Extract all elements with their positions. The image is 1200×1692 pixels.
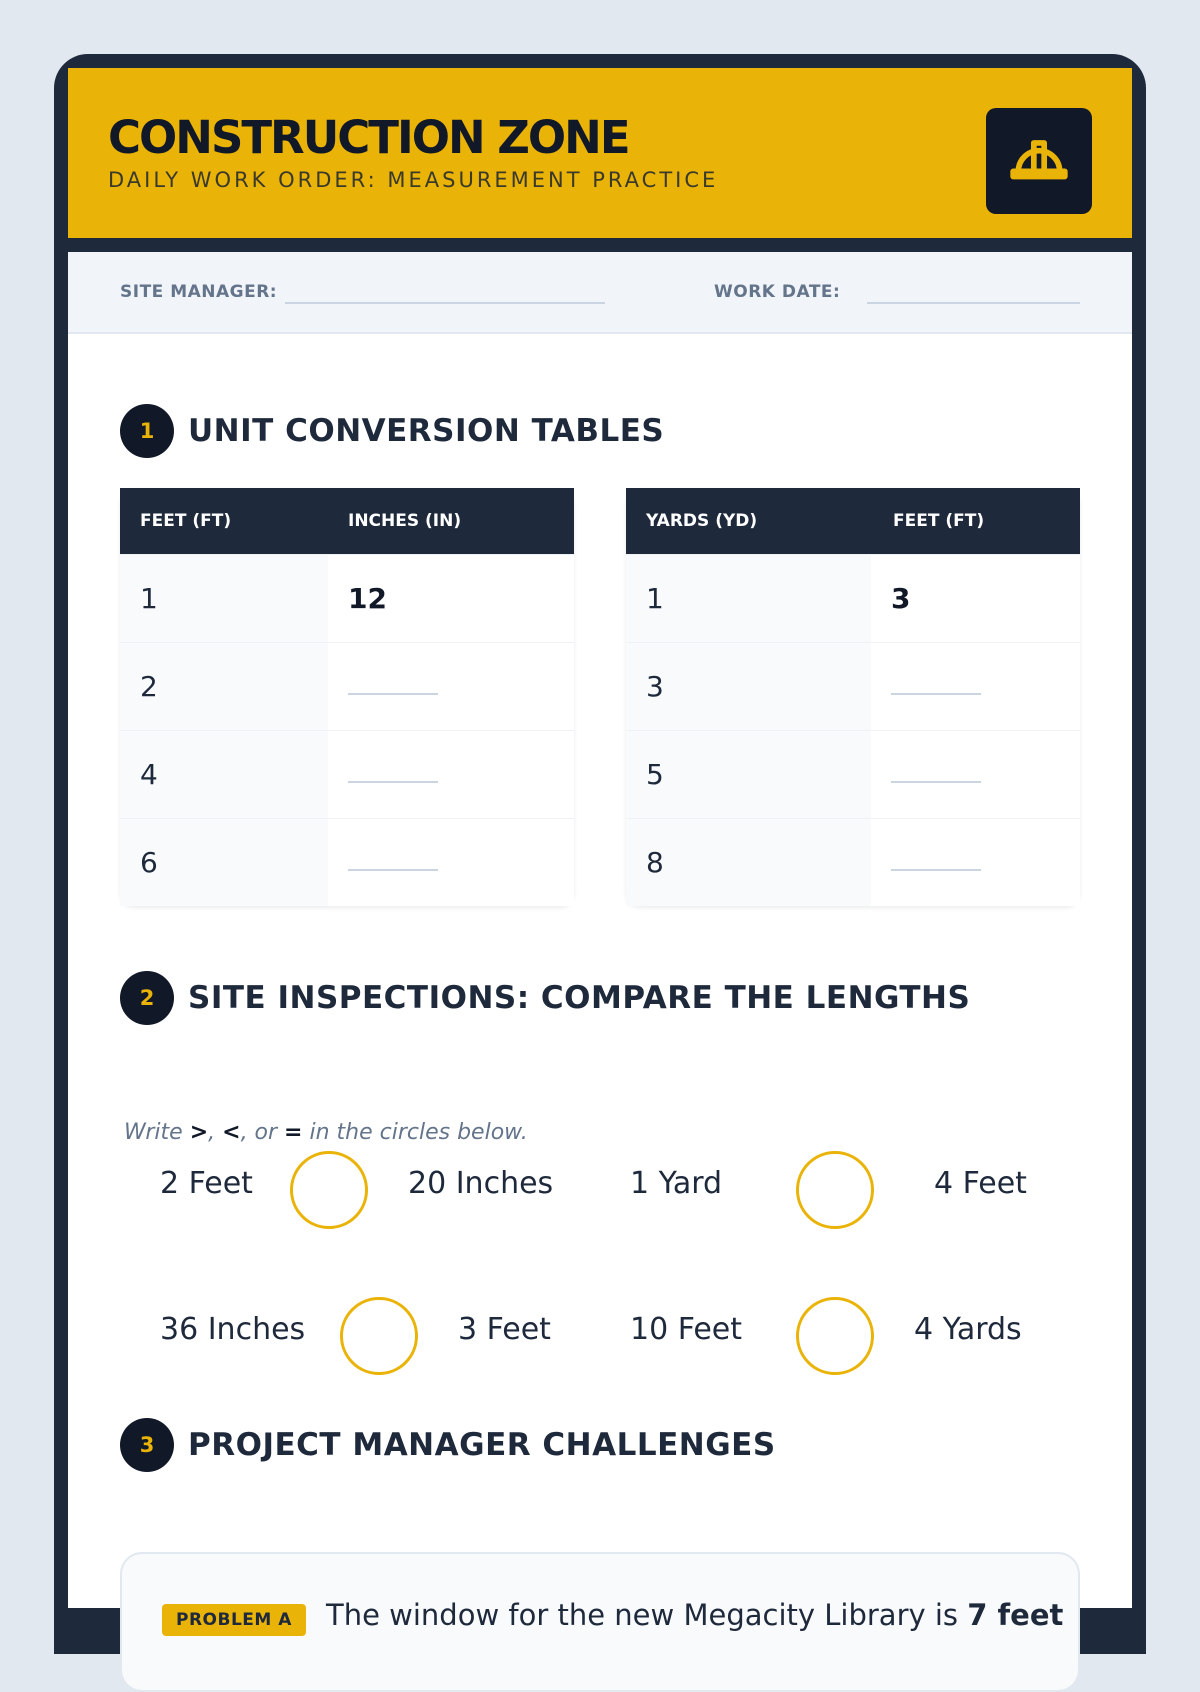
comparison-circle[interactable] [340, 1297, 418, 1375]
hard-hat-icon [1008, 130, 1070, 192]
table-cell: 5 [626, 731, 871, 818]
comparison-circle[interactable] [796, 1297, 874, 1375]
column-header: FEET (FT) [893, 511, 985, 531]
table-cell: 6 [120, 819, 328, 906]
table-row [626, 554, 1080, 642]
answer-cell[interactable] [871, 731, 1080, 818]
site-manager-label: SITE MANAGER: [120, 282, 278, 302]
feet-inches-table [120, 488, 574, 906]
comparison-right: 3 Feet [458, 1312, 551, 1347]
table-cell: 1 [626, 555, 871, 642]
section-title: PROJECT MANAGER CHALLENGES [188, 1427, 776, 1463]
instruction-separator: , [208, 1120, 223, 1145]
comparison-right: 4 Yards [914, 1312, 1022, 1347]
section-1-heading [120, 404, 664, 458]
instructions [124, 1120, 528, 1145]
answer-blank[interactable] [348, 781, 438, 783]
site-manager-field[interactable] [285, 302, 605, 304]
table-row [120, 818, 574, 906]
table-row [120, 730, 574, 818]
section-number-badge: 2 [120, 971, 174, 1025]
comparison-left: 2 Feet [160, 1166, 253, 1201]
problem-text-highlight: 7 feet [967, 1598, 1064, 1632]
comparison-circle[interactable] [290, 1151, 368, 1229]
answer-cell[interactable] [328, 819, 574, 906]
answer-blank[interactable] [348, 869, 438, 871]
yards-feet-table [626, 488, 1080, 906]
answer-blank[interactable] [891, 869, 981, 871]
work-date-field[interactable] [867, 302, 1080, 304]
instruction-text: Write [124, 1120, 190, 1145]
table-row [626, 730, 1080, 818]
section-3-heading [120, 1418, 776, 1472]
meta-bar [68, 252, 1132, 334]
answer-cell: 12 [328, 555, 574, 642]
section-title: SITE INSPECTIONS: COMPARE THE LENGTHS [188, 980, 971, 1016]
comparison-left: 1 Yard [630, 1166, 723, 1201]
answer-blank[interactable] [348, 693, 438, 695]
table-row [626, 818, 1080, 906]
header-banner [68, 68, 1132, 252]
column-header: INCHES (IN) [348, 511, 462, 531]
table-cell: 4 [120, 731, 328, 818]
section-number-badge: 3 [120, 1418, 174, 1472]
answer-cell[interactable] [328, 731, 574, 818]
table-header [120, 488, 574, 554]
answer-cell[interactable] [871, 819, 1080, 906]
table-row [626, 642, 1080, 730]
instruction-text: in the circles below. [302, 1120, 528, 1145]
column-header: FEET (FT) [140, 511, 232, 531]
worksheet-frame [54, 54, 1146, 1654]
table-cell: 2 [120, 643, 328, 730]
column-header: YARDS (YD) [646, 511, 758, 531]
section-2-heading [120, 971, 970, 1025]
worksheet-page [68, 68, 1132, 1632]
answer-blank[interactable] [891, 693, 981, 695]
problem-card [120, 1552, 1080, 1692]
less-than-symbol: < [222, 1120, 241, 1145]
answer-cell: 3 [871, 555, 1080, 642]
equals-symbol: = [284, 1120, 303, 1145]
section-number-badge: 1 [120, 404, 174, 458]
comparison-right: 20 Inches [408, 1166, 554, 1201]
greater-than-symbol: > [189, 1120, 209, 1145]
hard-hat-badge [986, 108, 1092, 214]
comparison-circle[interactable] [796, 1151, 874, 1229]
answer-cell[interactable] [328, 643, 574, 730]
work-date-label: WORK DATE: [714, 282, 841, 302]
answer-blank[interactable] [891, 781, 981, 783]
instruction-separator: , or [240, 1120, 285, 1145]
page-subtitle: DAILY WORK ORDER: MEASUREMENT PRACTICE [108, 168, 719, 192]
table-row [120, 554, 574, 642]
table-header [626, 488, 1080, 554]
problem-text-body: The window for the new Megacity Library is [326, 1598, 968, 1632]
problem-tag: PROBLEM A [162, 1604, 306, 1636]
comparison-left: 10 Feet [630, 1312, 743, 1347]
section-title: UNIT CONVERSION TABLES [188, 413, 665, 449]
table-row [120, 642, 574, 730]
table-cell: 1 [120, 555, 328, 642]
table-cell: 3 [626, 643, 871, 730]
comparison-right: 4 Feet [934, 1166, 1027, 1201]
table-cell: 8 [626, 819, 871, 906]
page-title: CONSTRUCTION ZONE [108, 111, 629, 164]
problem-text [326, 1598, 1063, 1632]
comparison-left: 36 Inches [160, 1312, 306, 1347]
answer-cell[interactable] [871, 643, 1080, 730]
